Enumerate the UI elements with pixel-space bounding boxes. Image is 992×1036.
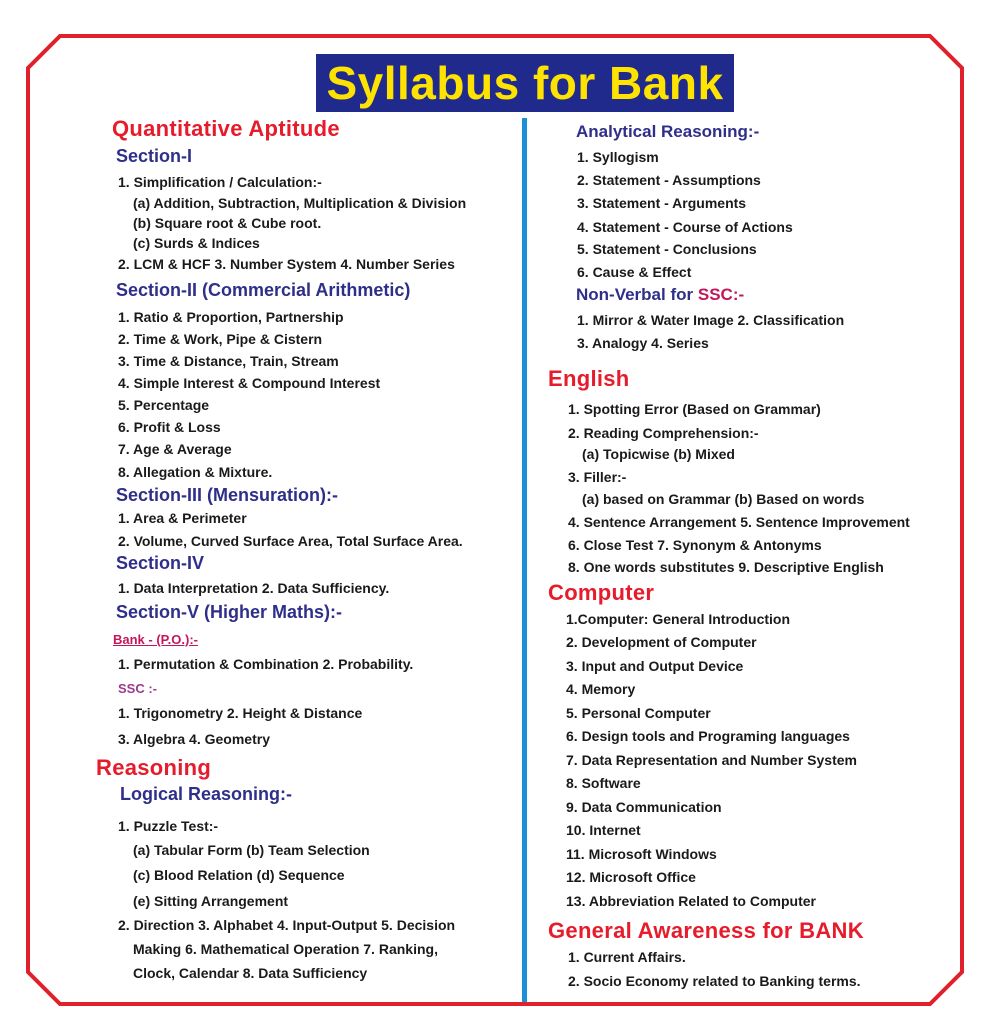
section-3-label: Section-III (Mensuration):- <box>116 485 338 505</box>
list-item: 4. Simple Interest & Compound Interest <box>118 375 381 391</box>
list-item: 2. Direction 3. Alphabet 4. Input-Output 5. Decision <box>118 917 456 933</box>
list-item: 6. Design tools and Programing languages <box>566 728 850 744</box>
quant-heading: Quantitative Aptitude <box>112 116 340 141</box>
list-item: (b) Square root & Cube root. <box>133 215 322 231</box>
list-item: 8. Allegation & Mixture. <box>118 464 273 480</box>
list-item: (c) Blood Relation (d) Sequence <box>133 867 345 883</box>
list-item: 1. Mirror & Water Image 2. Classification <box>577 312 845 328</box>
list-item: 3. Analogy 4. Series <box>577 335 709 351</box>
ssc-label: SSC :- <box>118 681 157 696</box>
section-2-label: Section-II (Commercial Arithmetic) <box>116 280 411 300</box>
list-item: 13. Abbreviation Related to Computer <box>566 893 816 909</box>
list-item: 5. Percentage <box>118 397 210 413</box>
section-4-label: Section-IV <box>116 553 205 573</box>
list-item: (a) Topicwise (b) Mixed <box>582 446 735 462</box>
list-item: 4. Memory <box>566 681 636 697</box>
list-item: 8. Software <box>566 775 641 791</box>
list-item: 3. Statement - Arguments <box>577 195 747 211</box>
list-item: 10. Internet <box>566 822 641 838</box>
list-item: (c) Surds & Indices <box>133 235 260 251</box>
list-item: 2. Volume, Curved Surface Area, Total Surface Area. <box>118 533 463 549</box>
list-item: 3. Time & Distance, Train, Stream <box>118 353 339 369</box>
list-item: 11. Microsoft Windows <box>566 846 717 862</box>
list-item: 2. Reading Comprehension:- <box>568 425 759 441</box>
list-item: 1. Permutation & Combination 2. Probability. <box>118 656 414 672</box>
list-item: (a) Addition, Subtraction, Multiplication & Division <box>133 195 467 211</box>
list-item: 1. Current Affairs. <box>568 949 686 965</box>
list-item: 7. Age & Average <box>118 441 232 457</box>
list-item: 1. Area & Perimeter <box>118 510 247 526</box>
list-item: 6. Profit & Loss <box>118 419 221 435</box>
logical-reasoning-label: Logical Reasoning:- <box>120 784 293 804</box>
bank-po-label: Bank - (P.O.):- <box>113 632 198 647</box>
list-item: 1. Puzzle Test:- <box>118 818 219 834</box>
list-item: 7. Data Representation and Number System <box>566 752 857 768</box>
list-item: (a) based on Grammar (b) Based on words <box>582 491 865 507</box>
list-item: 4. Statement - Course of Actions <box>577 219 793 235</box>
section-1-label: Section-I <box>116 146 193 166</box>
non-verbal-heading <box>576 285 744 305</box>
list-item: 1.Computer: General Introduction <box>566 611 791 627</box>
list-item: 2. Development of Computer <box>566 634 757 650</box>
page-title: Syllabus for Bank <box>316 54 734 112</box>
list-item: 5. Personal Computer <box>566 705 711 721</box>
list-item: 1. Trigonometry 2. Height & Distance <box>118 705 363 721</box>
list-item: (a) Tabular Form (b) Team Selection <box>133 842 370 858</box>
list-item: 3. Algebra 4. Geometry <box>118 731 270 747</box>
list-item: 2. Time & Work, Pipe & Cistern <box>118 331 323 347</box>
list-item: 3. Input and Output Device <box>566 658 744 674</box>
list-item: 1. Spotting Error (Based on Grammar) <box>568 401 821 417</box>
analytical-reasoning-heading: Analytical Reasoning:- <box>576 122 760 141</box>
general-awareness-heading: General Awareness for BANK <box>548 918 864 943</box>
list-item: 2. Statement - Assumptions <box>577 172 761 188</box>
list-item: 9. Data Communication <box>566 799 722 815</box>
english-heading: English <box>548 366 630 391</box>
section-5-label: Section-V (Higher Maths):- <box>116 602 343 622</box>
list-item: 6. Close Test 7. Synonym & Antonyms <box>568 537 822 553</box>
list-item: 1. Ratio & Proportion, Partnership <box>118 309 344 325</box>
list-item: 3. Filler:- <box>568 469 627 485</box>
list-item: 4. Sentence Arrangement 5. Sentence Improvement <box>568 514 910 530</box>
list-item: 1. Data Interpretation 2. Data Sufficiency. <box>118 580 390 596</box>
list-item: Clock, Calendar 8. Data Sufficiency <box>133 965 368 981</box>
non-verbal-ssc-text: SSC:- <box>697 285 745 304</box>
list-item: 2. Socio Economy related to Banking terms. <box>568 973 861 989</box>
column-divider <box>522 118 527 1002</box>
list-item: 1. Simplification / Calculation:- <box>118 174 322 190</box>
list-item: 5. Statement - Conclusions <box>577 241 757 257</box>
list-item: Making 6. Mathematical Operation 7. Ranking, <box>133 941 438 957</box>
computer-heading: Computer <box>548 580 655 605</box>
list-item: 2. LCM & HCF 3. Number System 4. Number Series <box>118 256 455 272</box>
list-item: 8. One words substitutes 9. Descriptive English <box>568 559 884 575</box>
list-item: (e) Sitting Arrangement <box>133 893 289 909</box>
list-item: 1. Syllogism <box>577 149 659 165</box>
non-verbal-heading-text: Non-Verbal for <box>576 285 698 304</box>
list-item: 12. Microsoft Office <box>566 869 696 885</box>
list-item: 6. Cause & Effect <box>577 264 692 280</box>
reasoning-heading: Reasoning <box>96 755 212 780</box>
